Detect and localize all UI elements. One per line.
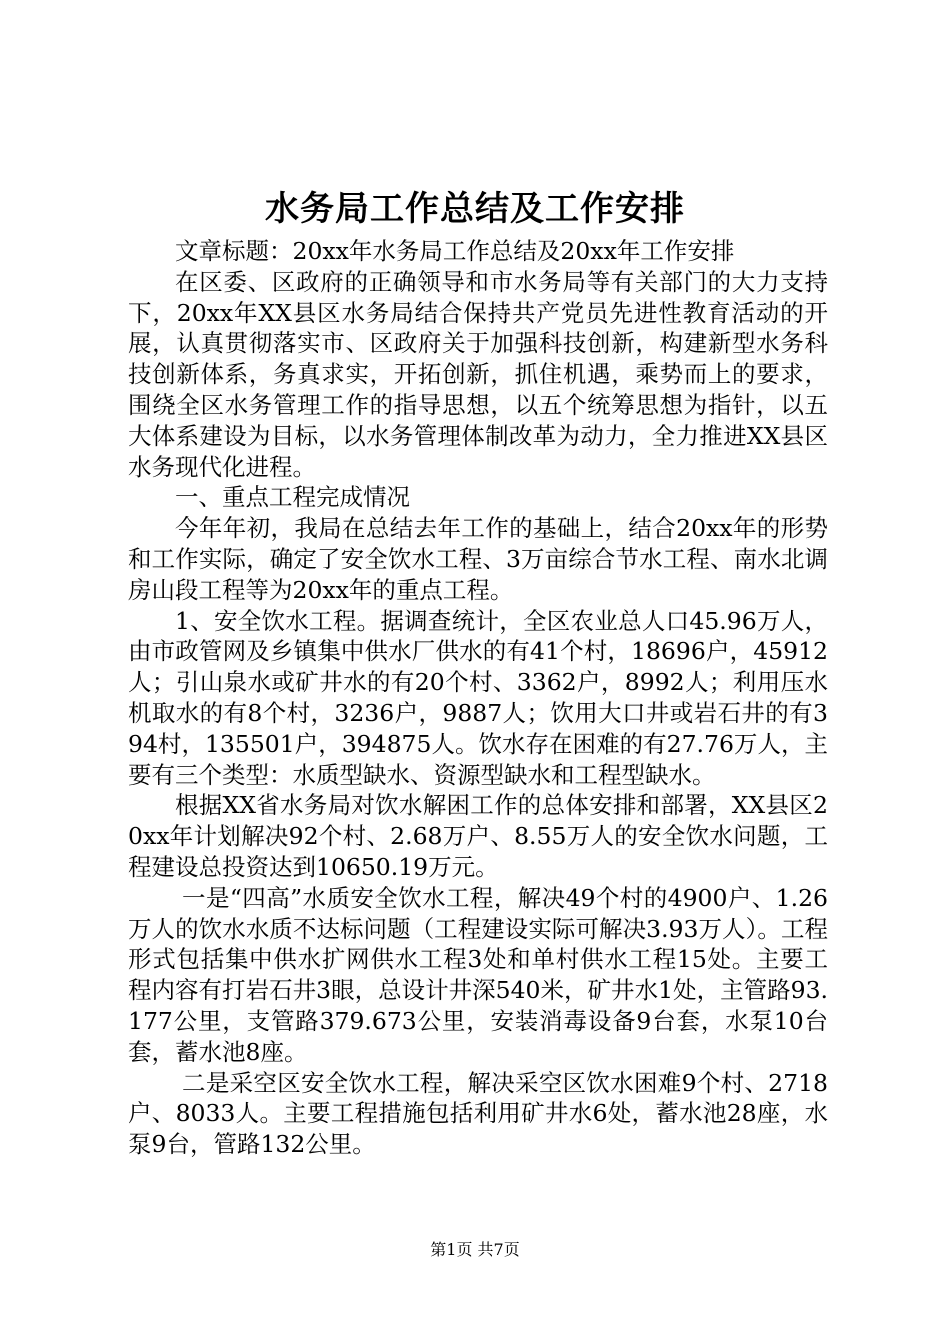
intro-paragraph: 在区委、区政府的正确领导和市水务局等有关部门的大力支持下，20xx年XX县区水务局结合保持共产党员先进性教育活动的开展，认真贯彻落实市、区政府关于加强科技创新，构建新型水务科技创新体系，务真求实，开拓创新，抓住机遇，乘势而上的要求，围绕全区水务管理工作的指导思想，以五个统筹思想为指针，以五大体系建设为目标，以水务管理体制改革为动力，全力推进XX县区水务现代化进程。	[128, 267, 828, 481]
page-footer: 第1页 共7页	[430, 1240, 520, 1259]
document-body	[128, 236, 828, 1160]
paragraph-water-quality: 一是“四高”水质安全饮水工程，解决49个村的4900户、1.26万人的饮水水质不达标问题（工程建设实际可解决3.93万人）。工程形式包括集中供水扩网供水工程3处和单村供水工程15处。主要工程内容有打岩石井3眼，总设计井深540米，矿井水1处，主管路93.177公里，支管路379.673公里，安装消毒设备9台套，水泵10台套，蓄水池8座。	[128, 883, 828, 1066]
paragraph-plan: 根据XX省水务局对饮水解困工作的总体安排和部署，XX县区20xx年计划解决92个村、2.68万户、8.55万人的安全饮水问题，工程建设总投资达到10650.19万元。	[128, 791, 828, 881]
paragraph-safe-water: 1、安全饮水工程。据调查统计，全区农业总人口45.96万人，由市政管网及乡镇集中供水厂供水的有41个村，18696户，45912人；引山泉水或矿井水的有20个村、3362户，8992人；利用压水机取水的有8个村，3236户，9887人；饮用大口井或岩石井的有394村，135501户，394875人。饮水存在困难的有27.76万人，主要有三个类型：水质型缺水、资源型缺水和工程型缺水。	[128, 606, 828, 789]
paragraph-overview: 今年年初，我局在总结去年工作的基础上，结合20xx年的形势和工作实际，确定了安全饮水工程、3万亩综合节水工程、南水北调房山段工程等为20xx年的重点工程。	[128, 514, 828, 604]
section-heading: 一、重点工程完成情况	[175, 483, 410, 512]
paragraph-mining-area: 二是采空区安全饮水工程，解决采空区饮水困难9个村、2718户、8033人。主要工程措施包括利用矿井水6处，蓄水池28座，水泵9台，管路132公里。	[128, 1068, 828, 1159]
document-title: 水务局工作总结及工作安排	[265, 189, 685, 229]
article-title-line: 文章标题：20xx年水务局工作总结及20xx年工作安排	[175, 237, 735, 265]
